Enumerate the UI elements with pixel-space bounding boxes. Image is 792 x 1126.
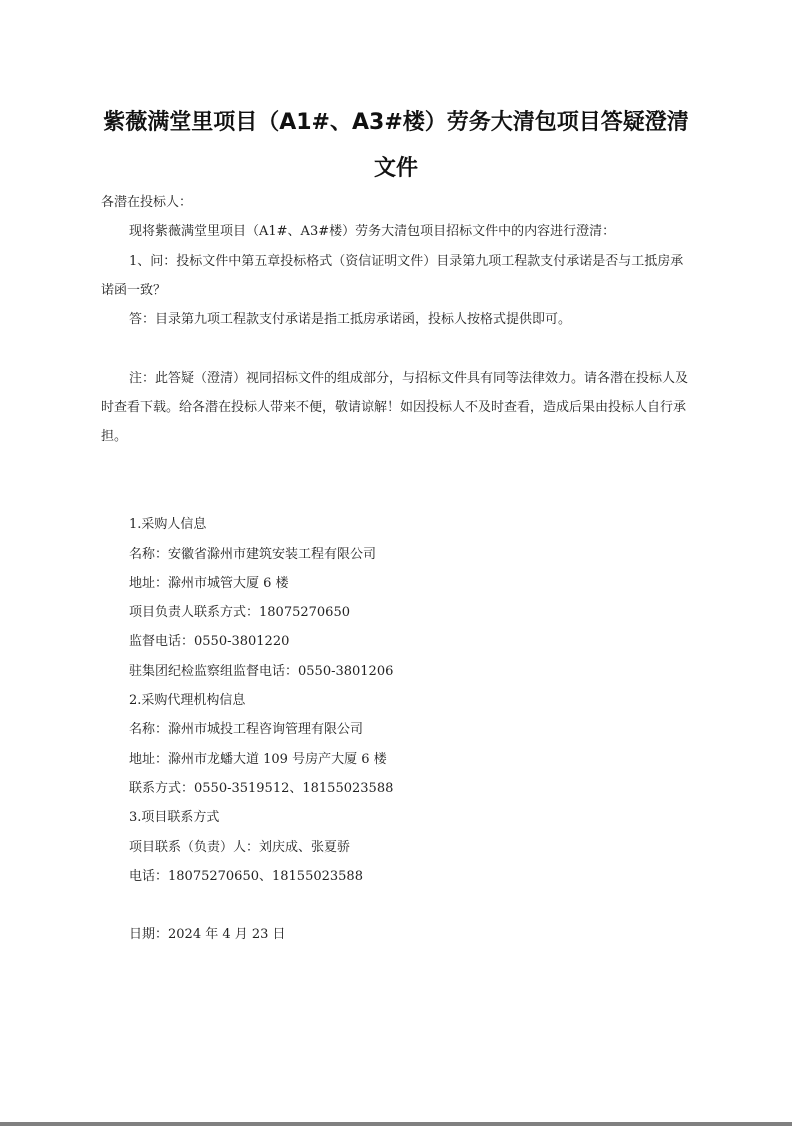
question-1: 1、问：投标文件中第五章投标格式（资信证明文件）目录第九项工程款支付承诺是否与工抵房承诺函一致？ [101,253,684,298]
document-date: 日期：2024 年 4 月 23 日 [129,927,286,943]
agency-contact: 联系方式：0550-3519512、18155023588 [129,780,394,796]
purchaser-supervision-phone: 监督电话：0550-3801220 [129,634,290,650]
project-contact-phone: 电话：18075270650、18155023588 [129,868,363,884]
page-bottom-divider [0,1122,792,1126]
project-contact-persons: 项目联系（负责）人：刘庆成、张夏骄 [129,839,351,855]
purchaser-heading: 1.采购人信息 [129,517,207,533]
purchaser-project-contact: 项目负责人联系方式：18075270650 [129,605,350,621]
agency-heading: 2.采购代理机构信息 [129,693,246,709]
project-contact-section [101,803,695,949]
document-body [101,188,695,950]
purchaser-inspection-phone: 驻集团纪检监察组监督电话：0550-3801206 [129,663,394,679]
document-title: 紫薇满堂里项目（A1#、A3#楼）劳务大清包项目答疑澄清文件 [103,110,689,181]
purchaser-section [101,510,695,686]
answer-1: 答：目录第九项工程款支付承诺是指工抵房承诺函，投标人按格式提供即可。 [129,312,572,328]
spacer [101,334,695,363]
salutation: 各潜在投标人： [101,195,193,210]
spacer [101,481,695,510]
spacer [129,891,695,920]
agency-section [101,686,695,803]
spacer [101,452,695,481]
intro-paragraph: 现将紫薇满堂里项目（A1#、A3#楼）劳务大清包项目招标文件中的内容进行澄清： [129,224,616,240]
project-contact-heading: 3.项目联系方式 [129,810,220,826]
purchaser-address: 地址：滁州市城管大厦 6 楼 [129,575,289,591]
agency-name: 名称：滁州市城投工程咨询管理有限公司 [129,722,364,738]
note-paragraph: 注：此答疑（澄清）视同招标文件的组成部分，与招标文件具有同等法律效力。请各潜在投标人及时查看下载。给各潜在投标人带来不便，敬请谅解！如因投标人不及时查看，造成后果由投标人自行承担。 [101,370,689,445]
agency-address: 地址：滁州市龙蟠大道 109 号房产大厦 6 楼 [129,751,387,767]
purchaser-name: 名称：安徽省滁州市建筑安装工程有限公司 [129,546,377,562]
